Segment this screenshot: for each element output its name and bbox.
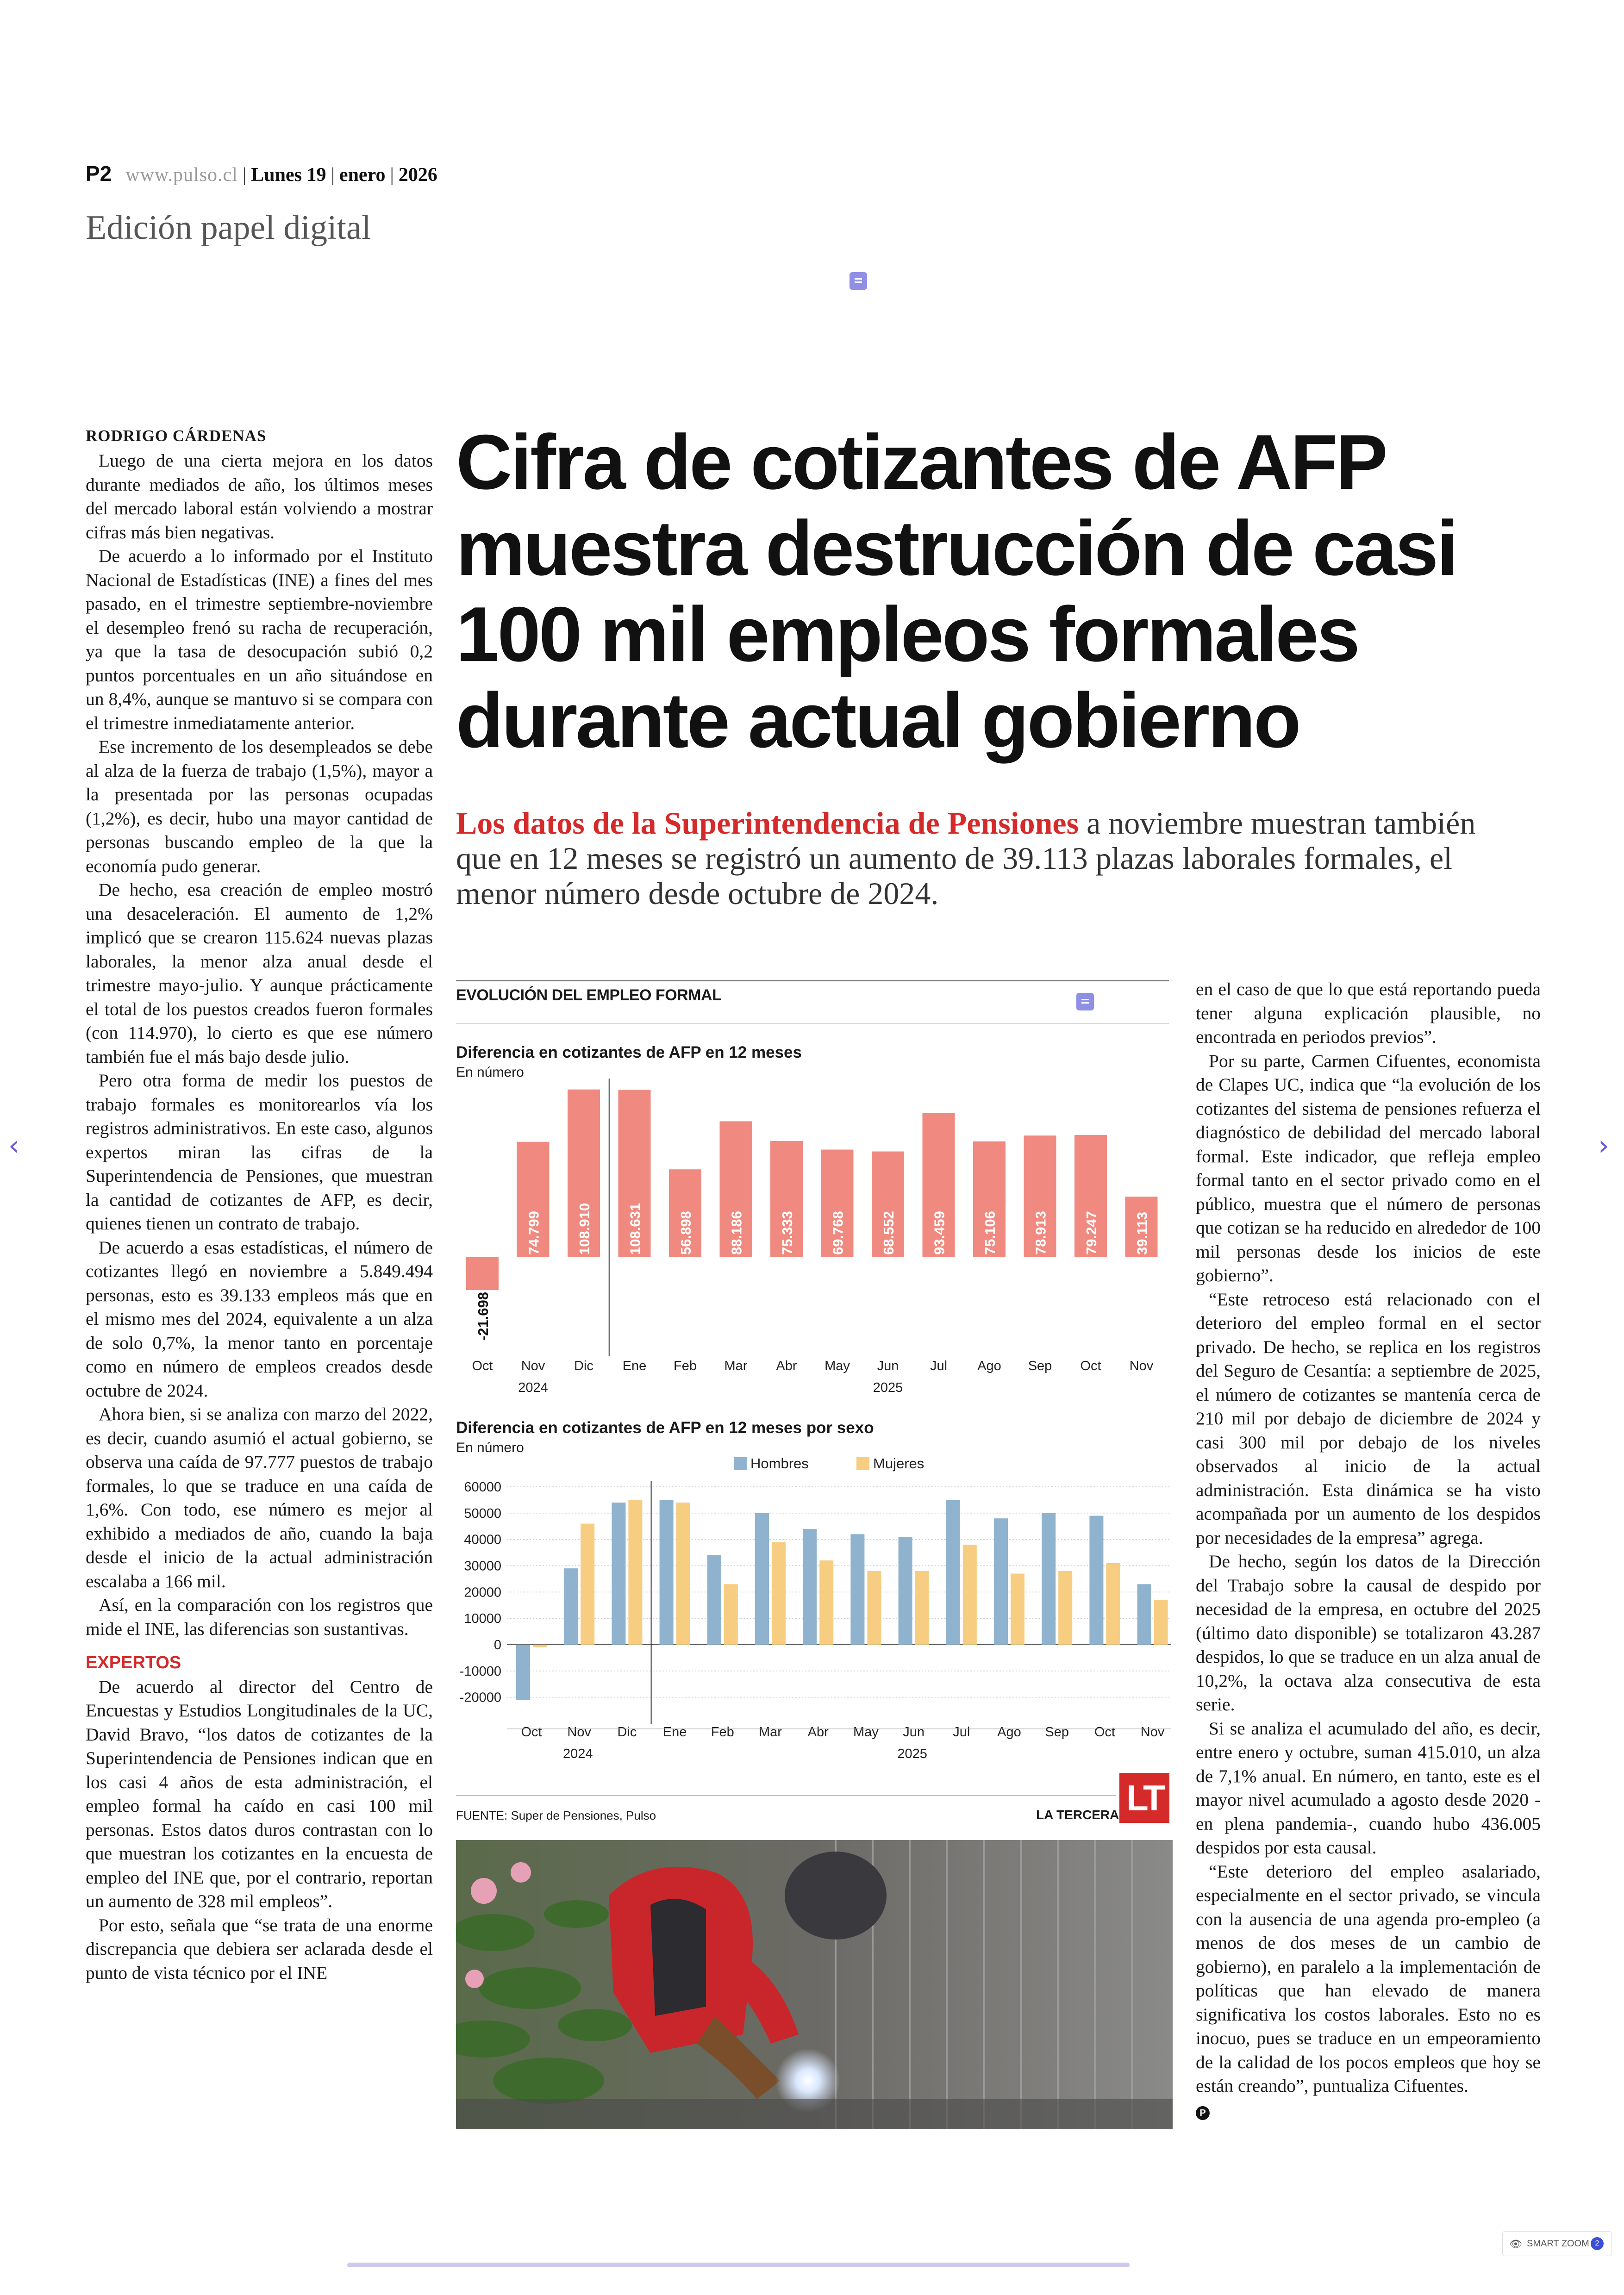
chart2-x-tick: Jun: [903, 1725, 924, 1740]
chart2-y-tick: 0: [493, 1638, 501, 1653]
eye-icon: 👁: [1509, 2238, 1522, 2250]
chart2-bar: [1058, 1571, 1072, 1645]
smart-zoom-button[interactable]: [1502, 2231, 1612, 2256]
chart2-x-tick: Oct: [521, 1725, 542, 1740]
chart2-bar: [516, 1645, 530, 1700]
paragraph: Por su parte, Carmen Cifuentes, economista de Clapes UC, indica que “la evolución de los cotizantes del sistema de pensiones refuerza el diagnóstico de debilidad del mercado laboral formal. Este indicador, que refleja empleo formal tanto en el sector privado como en el público, muestra que el número de personas que cotizan se ha reducido en alrededor de 100 mil personas desde los inicios de este gobierno”.: [1196, 1050, 1541, 1285]
deck-highlight: Los datos de la Superintendencia de Pensiones: [456, 805, 1079, 841]
deck-text: a noviembre muestran también que en 12 meses se registró un aumento de 39.113 plazas laborales formales, el menor número desde octubre de 2024.: [456, 805, 1476, 911]
chart2-year-label: 2024: [562, 1746, 593, 1761]
edition-label: Edición papel digital: [86, 209, 371, 247]
chart2-x-tick: Nov: [1140, 1725, 1165, 1740]
chart1-svg: [456, 1079, 1174, 1412]
paragraph: De hecho, según los datos de la Dirección del Trabajo sobre la causal de despido por necesidad de la empresa, en octubre del 2025 (último dato disponible) se totalizaron 43.287 despidos, lo que se traduce en un alza anual de 10,2%, la octava alza consecutiva de esta serie.: [1196, 1551, 1541, 1715]
chart2-bar: [850, 1534, 864, 1645]
paragraph: “Este retroceso está relacionado con el deterioro del empleo formal en el sector privado. De hecho, se replica en los registros del Seguro de Cesantía: a septiembre de 2025, el número de cotizantes se mantenía cerca de 210 mil por debajo de diciembre de 2024 y casi 300 mil por debajo de los niveles observados al inicio de la actual administración. Esta dinámica se ha visto acompañada por un aumento de los despidos por necesidades de la empresa” agrega.: [1196, 1289, 1541, 1548]
chart2-x-tick: Nov: [567, 1725, 591, 1740]
chart2-legend-swatch: [856, 1457, 869, 1470]
chart1-data-label: 56.898: [678, 1211, 694, 1255]
chart2-legend-label: Mujeres: [873, 1455, 924, 1472]
paragraph: Pero otra forma de medir los puestos de trabajo formales es monitorearlos vía los registros administrativos. En este caso, algunos expertos miran las cifras de la Superintendencia de Pensiones, que muestran la cantidad de cotizantes de AFP, es decir, quienes tienen un contrato de trabajo.: [86, 1070, 433, 1234]
chart1-x-tick: Sep: [1028, 1359, 1052, 1373]
chart2-bar: [564, 1568, 578, 1645]
chart1-data-label: 93.459: [931, 1211, 948, 1255]
chart2-y-tick: 10000: [464, 1611, 501, 1627]
chart-source: FUENTE: Super de Pensiones, Pulso: [456, 1809, 656, 1822]
paragraph: “Este deterioro del empleo asalariado, especialmente en el sector privado, se vincula con la ausencia de una agenda pro-empleo (a menos de dos meses de un cambio de gobierno), en paralelo a la implementación de políticas que han elevado de manera significativa los costos laborales. Esto no es inocuo, pues se traduce en un empeoramiento de la calidad de los pocos empleos que hoy se están creando”, puntualiza Cifuentes.: [1196, 1861, 1541, 2096]
site-url[interactable]: www.pulso.cl: [125, 164, 238, 186]
chart2-bar: [867, 1571, 881, 1645]
paragraph: Ahora bien, si se analiza con marzo del 2022, es decir, cuando asumió el actual gobierno, se observa una caída de 97.777 puestos de trabajo formales, lo que se traduce en una caída de 1,6%. Con todo, ese número es mejor al exhibido a mediados de año, cuando la baja desde el inicio de la actual administración escalaba a 166 mil.: [86, 1404, 433, 1591]
chart2-unit: En número: [456, 1440, 524, 1455]
prev-page-arrow[interactable]: ‹: [8, 1129, 19, 1162]
chart1-x-tick: Ene: [622, 1359, 647, 1373]
chart1-year-label: 2024: [518, 1380, 548, 1395]
date-day: Lunes 19: [251, 164, 326, 186]
chart1-data-label: 88.186: [728, 1211, 745, 1255]
chart-bottom-rule: [456, 1795, 1116, 1796]
chart2-bar: [1089, 1516, 1103, 1645]
article-column-left: [86, 449, 433, 1985]
chart-box-title: EVOLUCIÓN DEL EMPLEO FORMAL: [456, 986, 722, 1004]
chart1-data-label: 74.799: [525, 1211, 542, 1255]
welder-photo: [456, 1840, 1173, 2129]
chart2-bar: [772, 1542, 786, 1645]
author-byline: RODRIGO CÁRDENAS: [86, 427, 267, 445]
chart2-bar: [899, 1537, 912, 1645]
chart2-y-tick: 30000: [464, 1559, 501, 1574]
chart1-data-label: 75.333: [779, 1211, 795, 1255]
chart1-data-label: 75.106: [982, 1211, 998, 1255]
paragraph: Si se analiza el acumulado del año, es decir, entre enero y octubre, suman 415.010, un alza de 7,1% anual. En número, en tanto, este es el mayor nivel acumulado a agosto desde 2020 -en plena pandemia-, cuando hubo 436.005 despidos por esta causal.: [1196, 1718, 1541, 1858]
chart2-x-tick: Oct: [1094, 1725, 1115, 1740]
chart2-y-tick: 40000: [464, 1532, 501, 1547]
chart2-bar: [707, 1555, 721, 1645]
paragraph: De acuerdo a lo informado por el Instituto Nacional de Estadísticas (INE) a fines del mes pasado, en el trimestre septiembre-noviembre el desempleo frenó su racha de recuperación, ya que la tasa de desocupación subió 0,2 puntos porcentuales en un año situándose en un 8,4%, aunque se mantuvo si se compara con el trimestre inmediatamente anterior.: [86, 546, 433, 733]
chart1-x-tick: Nov: [521, 1359, 545, 1373]
chart1-year-label: 2025: [873, 1380, 903, 1395]
chart2-bar: [994, 1518, 1008, 1645]
chart2-bar: [946, 1500, 960, 1645]
paragraph: Por esto, señala que “se trata de una enorme discrepancia que debiera ser aclarada desde el punto de vista técnico por el INE: [86, 1915, 433, 1983]
chart1-data-label: -21.698: [475, 1291, 491, 1341]
paragraph: Ese incremento de los desempleados se debe al alza de la fuerza de trabajo (1,5%), mayor a la presentada por las personas ocupadas (1,2%), es decir, hubo una mayor cantidad de personas buscando empleo de la que la economía pudo generar.: [86, 736, 433, 876]
chart2-svg: [456, 1453, 1174, 1768]
chart1-data-label: 108.910: [576, 1203, 593, 1255]
chart2-x-tick: Feb: [711, 1725, 734, 1740]
chart2-y-tick: -10000: [459, 1664, 501, 1679]
chart1-data-label: 78.913: [1032, 1211, 1049, 1255]
chart1-data-label: 108.631: [627, 1203, 643, 1255]
chart1-x-tick: Dic: [574, 1359, 593, 1373]
chart-top-rule: [456, 980, 1169, 981]
chart2-bar: [628, 1500, 642, 1645]
chart1-title: Diferencia en cotizantes de AFP en 12 meses: [456, 1043, 802, 1061]
paragraph: Así, en la comparación con los registros que mide el INE, las diferencias son sustantivas.: [86, 1595, 433, 1639]
chart2-bar: [1042, 1513, 1056, 1645]
smart-zoom-label: SMART ZOOM: [1527, 2239, 1589, 2249]
chart2-bar: [581, 1524, 594, 1645]
headline: Cifra de cotizantes de AFP muestra destrucción de casi 100 mil empleos formales durante actual gobierno: [456, 418, 1456, 764]
date-year: 2026: [398, 164, 437, 186]
chart2-bar: [819, 1560, 833, 1645]
chart2-bar: [724, 1584, 738, 1645]
chart1-x-tick: Ago: [977, 1359, 1001, 1373]
chart2-y-tick: 60000: [464, 1480, 501, 1495]
paragraph: De hecho, esa creación de empleo mostró una desaceleración. El aumento de 1,2% implicó que se crearon 115.624 nuevas plazas laborales, la menor alza anual desde el trimestre mayo-julio. Y aunque prácticamente el total de los puestos creados fueron formales (con 114.970), lo cierto es que ese número también fue el más bajo desde julio.: [86, 879, 433, 1067]
chart1-data-label: 68.552: [881, 1211, 897, 1255]
chart1-unit: En número: [456, 1065, 524, 1080]
date-month: enero: [339, 164, 386, 186]
paragraph: De acuerdo al director del Centro de Encuestas y Estudios Longitudinales de la UC, David Bravo, “los datos de cotizantes de la Superintendencia de Pensiones indican que en los casi 4 años de esta administración, el empleo formal ha caído en casi 100 mil personas. Estos datos duros contrastan con lo que muestran los cotizantes en la encuesta de empleo del INE que, por el contrario, reportan un aumento de 328 mil empleos”.: [86, 1676, 433, 1911]
chart1-x-tick: Jul: [930, 1359, 948, 1373]
chart2-bar: [612, 1503, 625, 1645]
chart2-bar: [1154, 1600, 1168, 1645]
chart2-bar: [803, 1529, 817, 1645]
chart1-x-tick: Feb: [674, 1359, 697, 1373]
chart2-x-tick: Abr: [807, 1725, 829, 1740]
chart2-legend-swatch: [734, 1457, 747, 1470]
chart2-y-tick: 20000: [464, 1585, 501, 1600]
chart2-x-tick: Dic: [617, 1725, 637, 1740]
horizontal-scrollbar[interactable]: [347, 2263, 1130, 2267]
paragraph: Luego de una cierta mejora en los datos durante mediados de año, los últimos meses del mercado laboral están volviendo a mostrar cifras más bien negativas.: [86, 450, 433, 543]
chart2-bar: [755, 1513, 769, 1645]
smart-zoom-badge: 2: [1591, 2237, 1604, 2250]
chart2-title: Diferencia en cotizantes de AFP en 12 meses por sexo: [456, 1419, 874, 1437]
chart2-y-tick: 50000: [464, 1506, 501, 1521]
la-tercera-logo: LT: [1119, 1773, 1169, 1823]
chart2-bar: [1011, 1574, 1024, 1645]
chart2-bar: [915, 1571, 929, 1645]
chart2-x-tick: May: [853, 1725, 879, 1740]
chart2-bar: [963, 1545, 977, 1645]
comment-icon[interactable]: [1076, 993, 1094, 1010]
chart2-bar: [660, 1500, 674, 1645]
chart1-x-tick: Oct: [472, 1359, 493, 1373]
chart2-bar: [676, 1503, 690, 1645]
chart1-x-tick: Jun: [877, 1359, 899, 1373]
chart1-data-label: 69.768: [830, 1211, 846, 1255]
chart1-data-label: 39.113: [1134, 1211, 1150, 1255]
chart2-x-tick: Ene: [662, 1725, 687, 1740]
chart1-data-label: 79.247: [1083, 1211, 1099, 1255]
paragraph: De acuerdo a esas estadísticas, el número de cotizantes llegó en noviembre a 5.849.494 personas, esto es 39.133 empleos más que en el mismo mes del 2024, equivalente a un alza de solo 0,7%, la menor tanto en porcentaje como en número de empleos creados desde octubre de 2024.: [86, 1237, 433, 1401]
masthead: P2 www.pulso.cl | Lunes 19 | enero | 2026: [86, 162, 437, 186]
chart1-x-tick: Mar: [724, 1359, 748, 1373]
chart1-bar: [466, 1257, 499, 1290]
deck: [456, 805, 1502, 911]
page-label: P2: [86, 162, 112, 186]
chart2-x-tick: Mar: [759, 1725, 782, 1740]
subhead-expertos: EXPERTOS: [86, 1653, 181, 1672]
chart1-x-tick: Abr: [776, 1359, 797, 1373]
chart2-bar: [1106, 1563, 1120, 1645]
chart2-bar: [533, 1645, 547, 1647]
chart1-x-tick: Oct: [1080, 1359, 1101, 1373]
chart2-y-tick: -20000: [459, 1690, 501, 1705]
article-column-right: [1196, 978, 1541, 2122]
paragraph: en el caso de que lo que está reportando pueda tener alguna explicación plausible, no encontrada en periodos previos”.: [1196, 979, 1541, 1047]
next-page-arrow[interactable]: ›: [1598, 1129, 1609, 1162]
chart2-x-tick: Jul: [953, 1725, 970, 1740]
chart2-legend-label: Hombres: [750, 1455, 809, 1472]
chart2-x-tick: Sep: [1045, 1725, 1069, 1740]
chart2-year-label: 2025: [897, 1746, 927, 1761]
chart2-x-tick: Ago: [997, 1725, 1021, 1740]
brand-label: LA TERCERA: [1036, 1808, 1119, 1822]
chart2-bar: [1137, 1584, 1151, 1645]
end-mark-icon: P: [1196, 2106, 1210, 2120]
comment-icon[interactable]: [849, 272, 867, 290]
chart1-x-tick: Nov: [1129, 1359, 1154, 1373]
chart1-x-tick: May: [824, 1359, 850, 1373]
